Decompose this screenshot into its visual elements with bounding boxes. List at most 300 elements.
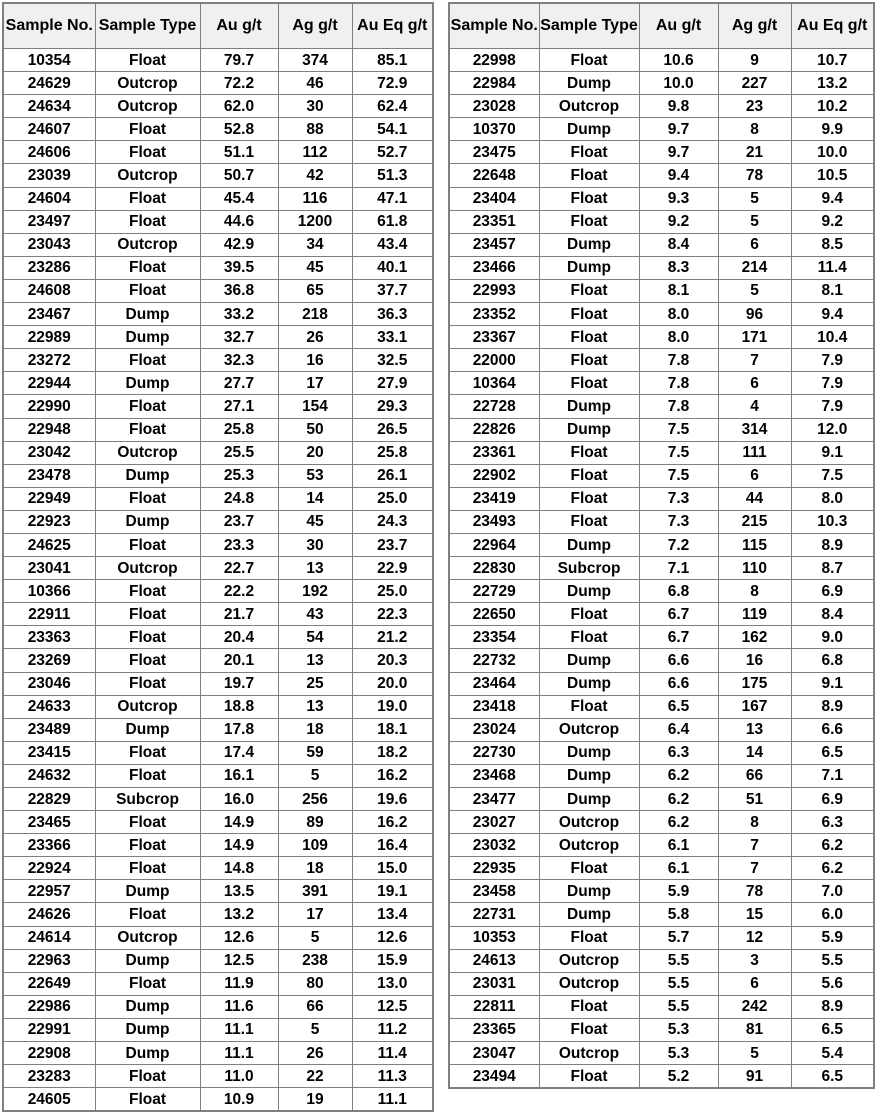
cell-sample-no: 23475 <box>449 141 539 164</box>
cell-ag: 218 <box>278 303 352 326</box>
cell-au-eq: 7.1 <box>791 764 874 787</box>
cell-sample-type: Float <box>539 187 639 210</box>
cell-au-eq: 15.0 <box>352 857 433 880</box>
cell-au-eq: 8.9 <box>791 533 874 556</box>
cell-sample-no: 23363 <box>3 626 95 649</box>
cell-ag: 162 <box>718 626 791 649</box>
cell-au: 17.8 <box>200 718 278 741</box>
cell-sample-no: 23419 <box>449 487 539 510</box>
table-row <box>3 372 433 395</box>
table-row <box>449 372 874 395</box>
table-row <box>449 72 874 95</box>
cell-sample-type: Outcrop <box>539 1042 639 1065</box>
cell-ag: 51 <box>718 788 791 811</box>
cell-ag: 192 <box>278 580 352 603</box>
table-row <box>449 256 874 279</box>
cell-au: 22.2 <box>200 580 278 603</box>
cell-ag: 109 <box>278 834 352 857</box>
table-row <box>449 1018 874 1041</box>
cell-au: 11.9 <box>200 972 278 995</box>
cell-au: 6.2 <box>639 788 718 811</box>
cell-sample-type: Dump <box>95 510 200 533</box>
cell-au-eq: 16.4 <box>352 834 433 857</box>
cell-au: 6.1 <box>639 834 718 857</box>
cell-au: 9.8 <box>639 95 718 118</box>
cell-sample-no: 22984 <box>449 72 539 95</box>
cell-au-eq: 11.3 <box>352 1065 433 1088</box>
cell-sample-type: Float <box>539 926 639 949</box>
cell-au-eq: 32.5 <box>352 349 433 372</box>
cell-sample-type: Dump <box>539 580 639 603</box>
table-row <box>3 164 433 187</box>
cell-ag: 18 <box>278 857 352 880</box>
cell-au: 6.5 <box>639 695 718 718</box>
cell-sample-type: Float <box>95 811 200 834</box>
cell-ag: 12 <box>718 926 791 949</box>
header-au-eq: Au Eq g/t <box>352 3 433 49</box>
cell-sample-type: Float <box>539 210 639 233</box>
cell-sample-type: Float <box>95 210 200 233</box>
cell-sample-type: Float <box>539 626 639 649</box>
cell-au-eq: 12.6 <box>352 926 433 949</box>
cell-sample-type: Float <box>95 141 200 164</box>
cell-ag: 242 <box>718 995 791 1018</box>
cell-au-eq: 20.3 <box>352 649 433 672</box>
header-row <box>3 3 433 49</box>
cell-au: 8.0 <box>639 326 718 349</box>
table-row <box>449 718 874 741</box>
table-row <box>449 811 874 834</box>
cell-sample-no: 23043 <box>3 233 95 256</box>
cell-au: 14.9 <box>200 811 278 834</box>
cell-au-eq: 9.2 <box>791 210 874 233</box>
cell-sample-type: Float <box>539 303 639 326</box>
cell-au-eq: 12.0 <box>791 418 874 441</box>
cell-ag: 8 <box>718 118 791 141</box>
cell-au-eq: 10.5 <box>791 164 874 187</box>
cell-au: 32.3 <box>200 349 278 372</box>
table-body-right <box>449 49 874 1089</box>
cell-ag: 9 <box>718 49 791 72</box>
cell-au-eq: 10.4 <box>791 326 874 349</box>
cell-au: 32.7 <box>200 326 278 349</box>
cell-au-eq: 47.1 <box>352 187 433 210</box>
table-row <box>449 49 874 72</box>
cell-sample-no: 22949 <box>3 487 95 510</box>
cell-sample-no: 23047 <box>449 1042 539 1065</box>
cell-au: 6.6 <box>639 672 718 695</box>
cell-sample-type: Dump <box>95 718 200 741</box>
cell-sample-no: 23024 <box>449 718 539 741</box>
cell-au: 7.3 <box>639 510 718 533</box>
table-row <box>3 72 433 95</box>
cell-au: 13.5 <box>200 880 278 903</box>
cell-sample-type: Float <box>539 464 639 487</box>
cell-sample-no: 24613 <box>449 949 539 972</box>
table-row <box>3 256 433 279</box>
cell-ag: 16 <box>278 349 352 372</box>
cell-au: 12.5 <box>200 949 278 972</box>
cell-ag: 111 <box>718 441 791 464</box>
table-row <box>3 210 433 233</box>
cell-au-eq: 9.4 <box>791 303 874 326</box>
table-row <box>449 487 874 510</box>
cell-ag: 19 <box>278 1088 352 1112</box>
cell-au: 5.5 <box>639 995 718 1018</box>
cell-sample-no: 23042 <box>3 441 95 464</box>
cell-ag: 21 <box>718 141 791 164</box>
cell-au-eq: 61.8 <box>352 210 433 233</box>
cell-au: 23.3 <box>200 533 278 556</box>
cell-au: 11.1 <box>200 1042 278 1065</box>
table-row <box>3 741 433 764</box>
cell-sample-no: 22993 <box>449 279 539 302</box>
cell-sample-no: 24606 <box>3 141 95 164</box>
cell-sample-type: Float <box>95 603 200 626</box>
table-body-left <box>3 49 433 1112</box>
cell-sample-no: 22729 <box>449 580 539 603</box>
table-row <box>3 487 433 510</box>
cell-sample-type: Float <box>539 279 639 302</box>
cell-au: 20.4 <box>200 626 278 649</box>
cell-ag: 110 <box>718 557 791 580</box>
cell-ag: 18 <box>278 718 352 741</box>
cell-au: 6.2 <box>639 811 718 834</box>
cell-ag: 6 <box>718 233 791 256</box>
cell-sample-type: Float <box>539 487 639 510</box>
cell-sample-type: Subcrop <box>539 557 639 580</box>
cell-sample-type: Float <box>539 510 639 533</box>
table-row <box>3 395 433 418</box>
table-row <box>3 857 433 880</box>
cell-au: 5.2 <box>639 1065 718 1089</box>
table-row <box>449 349 874 372</box>
cell-sample-type: Dump <box>539 533 639 556</box>
cell-ag: 5 <box>718 187 791 210</box>
cell-sample-no: 24634 <box>3 95 95 118</box>
table-row <box>3 1018 433 1041</box>
cell-sample-no: 22908 <box>3 1042 95 1065</box>
cell-ag: 14 <box>278 487 352 510</box>
cell-sample-type: Outcrop <box>95 164 200 187</box>
cell-sample-type: Float <box>539 857 639 880</box>
cell-au: 9.2 <box>639 210 718 233</box>
cell-au-eq: 51.3 <box>352 164 433 187</box>
table-row <box>3 695 433 718</box>
cell-sample-type: Float <box>95 118 200 141</box>
cell-ag: 314 <box>718 418 791 441</box>
cell-au: 62.0 <box>200 95 278 118</box>
table-row <box>3 718 433 741</box>
table-row <box>449 649 874 672</box>
cell-ag: 25 <box>278 672 352 695</box>
table-row <box>3 764 433 787</box>
cell-ag: 26 <box>278 326 352 349</box>
cell-sample-type: Float <box>95 49 200 72</box>
cell-au-eq: 8.1 <box>791 279 874 302</box>
table-row <box>3 510 433 533</box>
cell-au-eq: 72.9 <box>352 72 433 95</box>
cell-au-eq: 16.2 <box>352 764 433 787</box>
cell-au-eq: 6.9 <box>791 788 874 811</box>
cell-au-eq: 33.1 <box>352 326 433 349</box>
table-row <box>3 649 433 672</box>
cell-sample-no: 10364 <box>449 372 539 395</box>
header-sample-type: Sample Type <box>539 3 639 49</box>
cell-au: 5.3 <box>639 1042 718 1065</box>
table-row <box>3 326 433 349</box>
cell-sample-no: 22731 <box>449 903 539 926</box>
table-row <box>449 510 874 533</box>
cell-au-eq: 8.5 <box>791 233 874 256</box>
cell-au: 7.3 <box>639 487 718 510</box>
cell-sample-no: 23466 <box>449 256 539 279</box>
cell-sample-type: Float <box>95 1088 200 1112</box>
cell-sample-type: Float <box>95 626 200 649</box>
assay-table-left <box>2 2 434 1112</box>
table-row <box>449 395 874 418</box>
cell-sample-type: Subcrop <box>95 788 200 811</box>
table-row <box>3 580 433 603</box>
cell-sample-type: Dump <box>539 764 639 787</box>
table-row <box>449 557 874 580</box>
cell-sample-no: 10354 <box>3 49 95 72</box>
header-ag: Ag g/t <box>718 3 791 49</box>
cell-sample-type: Float <box>95 256 200 279</box>
table-row <box>449 695 874 718</box>
cell-sample-no: 22811 <box>449 995 539 1018</box>
table-row <box>449 326 874 349</box>
cell-ag: 256 <box>278 788 352 811</box>
cell-au-eq: 27.9 <box>352 372 433 395</box>
cell-au-eq: 5.4 <box>791 1042 874 1065</box>
cell-au: 5.7 <box>639 926 718 949</box>
cell-sample-no: 23494 <box>449 1065 539 1089</box>
cell-au-eq: 11.2 <box>352 1018 433 1041</box>
cell-sample-type: Float <box>95 649 200 672</box>
cell-au: 8.4 <box>639 233 718 256</box>
cell-sample-type: Dump <box>539 418 639 441</box>
cell-au-eq: 22.3 <box>352 603 433 626</box>
cell-ag: 45 <box>278 256 352 279</box>
cell-au: 22.7 <box>200 557 278 580</box>
table-row <box>3 303 433 326</box>
cell-au: 16.1 <box>200 764 278 787</box>
cell-au-eq: 13.0 <box>352 972 433 995</box>
cell-sample-type: Float <box>95 857 200 880</box>
cell-au-eq: 85.1 <box>352 49 433 72</box>
cell-sample-no: 23027 <box>449 811 539 834</box>
table-row <box>3 49 433 72</box>
cell-ag: 15 <box>718 903 791 926</box>
table-row <box>3 811 433 834</box>
cell-sample-type: Float <box>95 349 200 372</box>
cell-sample-no: 22990 <box>3 395 95 418</box>
table-row <box>3 95 433 118</box>
cell-sample-type: Outcrop <box>95 72 200 95</box>
cell-sample-type: Float <box>539 49 639 72</box>
table-row <box>449 464 874 487</box>
table-row <box>3 603 433 626</box>
cell-sample-no: 10366 <box>3 580 95 603</box>
cell-ag: 17 <box>278 903 352 926</box>
table-row <box>449 233 874 256</box>
table-row <box>3 834 433 857</box>
cell-ag: 5 <box>718 1042 791 1065</box>
cell-sample-no: 23404 <box>449 187 539 210</box>
cell-sample-no: 22944 <box>3 372 95 395</box>
header-au-eq: Au Eq g/t <box>791 3 874 49</box>
cell-sample-no: 23046 <box>3 672 95 695</box>
cell-sample-type: Dump <box>95 1018 200 1041</box>
cell-sample-no: 23041 <box>3 557 95 580</box>
cell-ag: 215 <box>718 510 791 533</box>
cell-sample-type: Float <box>539 164 639 187</box>
cell-au-eq: 5.9 <box>791 926 874 949</box>
cell-sample-type: Outcrop <box>539 972 639 995</box>
cell-sample-type: Float <box>95 487 200 510</box>
cell-au: 7.5 <box>639 418 718 441</box>
cell-sample-type: Float <box>95 741 200 764</box>
cell-sample-type: Float <box>95 580 200 603</box>
cell-sample-type: Float <box>95 672 200 695</box>
cell-ag: 5 <box>718 279 791 302</box>
cell-au: 24.8 <box>200 487 278 510</box>
cell-ag: 7 <box>718 857 791 880</box>
cell-sample-no: 23489 <box>3 718 95 741</box>
table-row <box>449 164 874 187</box>
cell-sample-type: Dump <box>539 72 639 95</box>
cell-sample-type: Float <box>539 141 639 164</box>
table-row <box>3 557 433 580</box>
cell-sample-type: Float <box>539 603 639 626</box>
cell-sample-no: 23354 <box>449 626 539 649</box>
cell-au-eq: 37.7 <box>352 279 433 302</box>
cell-ag: 8 <box>718 811 791 834</box>
cell-ag: 45 <box>278 510 352 533</box>
cell-sample-type: Dump <box>539 395 639 418</box>
cell-ag: 391 <box>278 880 352 903</box>
cell-au: 6.1 <box>639 857 718 880</box>
cell-au-eq: 7.9 <box>791 349 874 372</box>
cell-sample-no: 23272 <box>3 349 95 372</box>
cell-ag: 26 <box>278 1042 352 1065</box>
header-ag: Ag g/t <box>278 3 352 49</box>
cell-au-eq: 19.1 <box>352 880 433 903</box>
cell-ag: 13 <box>718 718 791 741</box>
cell-sample-no: 23458 <box>449 880 539 903</box>
cell-sample-no: 23478 <box>3 464 95 487</box>
table-row <box>449 672 874 695</box>
table-row <box>3 926 433 949</box>
cell-au: 8.1 <box>639 279 718 302</box>
cell-sample-no: 22948 <box>3 418 95 441</box>
cell-sample-type: Dump <box>539 118 639 141</box>
cell-sample-type: Dump <box>95 372 200 395</box>
cell-sample-no: 22935 <box>449 857 539 880</box>
cell-au-eq: 6.9 <box>791 580 874 603</box>
cell-sample-type: Dump <box>539 672 639 695</box>
cell-au: 7.8 <box>639 395 718 418</box>
cell-au-eq: 11.4 <box>791 256 874 279</box>
cell-sample-no: 24605 <box>3 1088 95 1112</box>
cell-ag: 23 <box>718 95 791 118</box>
table-row <box>449 880 874 903</box>
cell-au-eq: 11.1 <box>352 1088 433 1112</box>
cell-au-eq: 10.2 <box>791 95 874 118</box>
cell-au: 50.7 <box>200 164 278 187</box>
table-row <box>3 1065 433 1088</box>
cell-sample-type: Float <box>539 441 639 464</box>
cell-ag: 66 <box>718 764 791 787</box>
cell-sample-type: Dump <box>539 256 639 279</box>
cell-sample-type: Float <box>539 326 639 349</box>
cell-ag: 116 <box>278 187 352 210</box>
cell-au: 25.8 <box>200 418 278 441</box>
cell-ag: 78 <box>718 164 791 187</box>
cell-ag: 44 <box>718 487 791 510</box>
table-row <box>449 764 874 787</box>
cell-ag: 20 <box>278 441 352 464</box>
cell-au-eq: 18.2 <box>352 741 433 764</box>
table-row <box>449 279 874 302</box>
table-row <box>3 441 433 464</box>
table-row <box>449 857 874 880</box>
cell-ag: 6 <box>718 464 791 487</box>
cell-sample-no: 22957 <box>3 880 95 903</box>
table-row <box>3 949 433 972</box>
cell-au-eq: 11.4 <box>352 1042 433 1065</box>
cell-au: 11.1 <box>200 1018 278 1041</box>
table-row <box>449 603 874 626</box>
cell-ag: 112 <box>278 141 352 164</box>
cell-au: 20.1 <box>200 649 278 672</box>
cell-sample-type: Dump <box>95 1042 200 1065</box>
cell-sample-no: 22991 <box>3 1018 95 1041</box>
cell-sample-type: Dump <box>539 649 639 672</box>
cell-sample-type: Float <box>539 1065 639 1089</box>
cell-au: 19.7 <box>200 672 278 695</box>
cell-au-eq: 18.1 <box>352 718 433 741</box>
cell-sample-type: Outcrop <box>95 557 200 580</box>
table-row <box>3 118 433 141</box>
cell-au-eq: 40.1 <box>352 256 433 279</box>
cell-sample-no: 22732 <box>449 649 539 672</box>
cell-ag: 13 <box>278 695 352 718</box>
table-row <box>3 626 433 649</box>
cell-au-eq: 25.0 <box>352 580 433 603</box>
cell-sample-no: 23366 <box>3 834 95 857</box>
cell-ag: 119 <box>718 603 791 626</box>
cell-au-eq: 8.0 <box>791 487 874 510</box>
cell-ag: 17 <box>278 372 352 395</box>
cell-sample-no: 23457 <box>449 233 539 256</box>
table-row <box>449 834 874 857</box>
cell-sample-type: Outcrop <box>95 695 200 718</box>
cell-sample-no: 23351 <box>449 210 539 233</box>
cell-au: 12.6 <box>200 926 278 949</box>
cell-sample-no: 24604 <box>3 187 95 210</box>
cell-au-eq: 13.2 <box>791 72 874 95</box>
cell-sample-type: Float <box>95 395 200 418</box>
cell-au: 9.7 <box>639 118 718 141</box>
table-row <box>3 1042 433 1065</box>
table-row <box>3 464 433 487</box>
cell-au-eq: 8.9 <box>791 695 874 718</box>
cell-au: 23.7 <box>200 510 278 533</box>
cell-au: 7.8 <box>639 372 718 395</box>
cell-au-eq: 9.0 <box>791 626 874 649</box>
